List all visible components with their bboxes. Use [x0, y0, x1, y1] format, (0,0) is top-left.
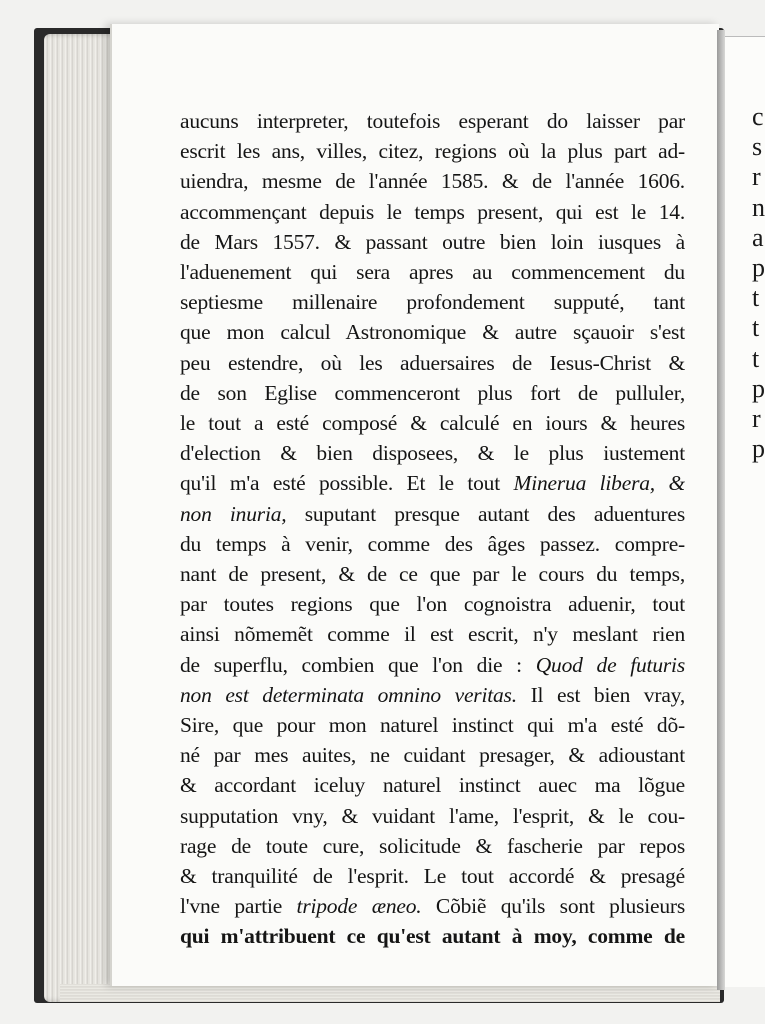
- facing-page-char: t: [752, 283, 760, 313]
- text-segment: de superflu, combien que l'on die :: [180, 652, 536, 677]
- text-line: d'election & bien disposees, & le plus iustement: [180, 441, 685, 466]
- text-line: [180, 891, 685, 921]
- italic-phrase: Minerua libera, &: [513, 471, 685, 496]
- text-line: Sire, que pour mon naturel instinct qui m'a esté dõ-: [180, 713, 685, 738]
- text-segment: Cõbiẽ qu'ils sont plusieurs: [421, 894, 685, 919]
- text-line: aucuns interpreter, toutefois esperant do laisser par: [180, 109, 685, 133]
- text-line: [180, 680, 685, 710]
- text-line: nant de present, & de ce que par le cours du temps,: [180, 562, 685, 587]
- text-line: de son Eglise commenceront plus fort de pulluler,: [180, 380, 685, 405]
- page-bottom-edges: [60, 984, 720, 1002]
- text-line: septiesme millenaire profondement supputé, tant: [180, 290, 685, 315]
- facing-page-char: p: [752, 434, 765, 464]
- facing-page-char: r: [752, 404, 761, 434]
- text-line: qui m'attribuent ce qu'est autant à moy, comme de: [180, 924, 685, 949]
- text-line: l'aduenement qui sera apres au commencement du: [180, 260, 685, 285]
- text-line: uiendra, mesme de l'année 1585. & de l'année 1606.: [180, 169, 685, 194]
- text-line: né par mes auites, ne cuidant presager, & adioustant: [180, 743, 685, 768]
- facing-page-char: p: [752, 373, 765, 403]
- text-segment: suputant presque autant des aduentures: [286, 501, 685, 526]
- text-line: ainsi nõmemẽt comme il est escrit, n'y meslant rien: [180, 622, 685, 647]
- text-line: escrit les ans, villes, citez, regions où la plus part ad-: [180, 139, 685, 164]
- facing-page-char: r: [752, 162, 761, 192]
- right-page-text-fragment: [752, 102, 765, 464]
- text-line: supputation vny, & vuidant l'ame, l'esprit, & le cou-: [180, 803, 685, 828]
- text-line: rage de toute cure, solicitude & fascherie par repos: [180, 833, 685, 858]
- text-line: & accordant iceluy naturel instinct auec ma lõgue: [180, 773, 685, 798]
- text-line: du temps à venir, comme des âges passez. compre-: [180, 531, 685, 556]
- text-line: peu estendre, où les aduersaires de Iesus-Christ &: [180, 350, 685, 375]
- facing-page-char: a: [752, 222, 764, 252]
- facing-page-char: p: [752, 253, 765, 283]
- text-line: le tout a esté composé & calculé en iours & heures: [180, 411, 685, 436]
- text-line: & tranquilité de l'esprit. Le tout accordé & presagé: [180, 864, 685, 889]
- italic-phrase: non est determinata omnino veritas.: [180, 682, 517, 707]
- text-segment: Il est bien vray,: [516, 682, 685, 707]
- italic-phrase: tripode æneo.: [296, 894, 422, 919]
- facing-page-char: n: [752, 192, 765, 222]
- page-text: [180, 106, 685, 952]
- text-line: de Mars 1557. & passant outre bien loin iusques à: [180, 229, 685, 254]
- text-line: [180, 650, 685, 680]
- text-line: [180, 499, 685, 529]
- text-segment: l'vne partie: [180, 894, 297, 919]
- book-gutter: [717, 30, 725, 990]
- facing-page-char: t: [752, 343, 760, 373]
- text-line: par toutes regions que l'on cognoistra aduenir, tout: [180, 592, 685, 617]
- facing-page-char: t: [752, 313, 760, 343]
- facing-page-char: s: [752, 132, 763, 162]
- text-line: que mon calcul Astronomique & autre sçauoir s'est: [180, 320, 685, 345]
- facing-page-char: c: [752, 102, 764, 131]
- text-line: accommençant depuis le temps present, qui est le 14.: [180, 199, 685, 224]
- text-line: [180, 468, 685, 498]
- italic-phrase: non inuria,: [180, 501, 287, 526]
- italic-phrase: Quod de futuris: [535, 652, 685, 677]
- text-segment: qu'il m'a esté possible. Et le tout: [180, 471, 514, 496]
